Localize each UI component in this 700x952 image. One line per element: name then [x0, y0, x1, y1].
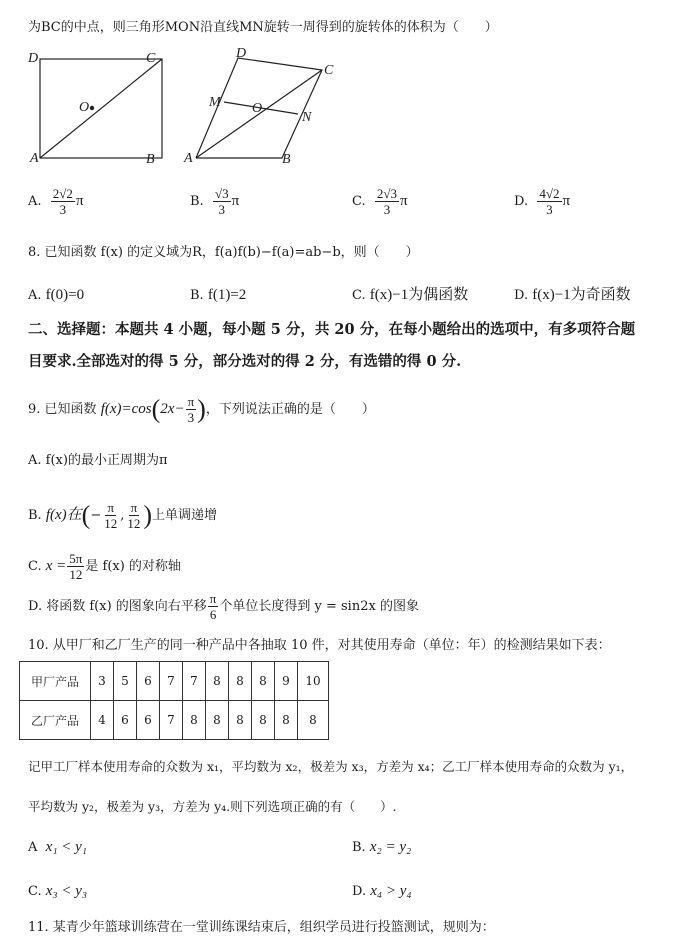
fig2-label-a: A [184, 151, 193, 166]
table-row [20, 662, 329, 701]
q8-stem: 8. 已知函数 f(x) 的定义域为R，f(a)f(b)−f(a)=ab−b，则（ ） [28, 245, 419, 260]
q7-option-d[interactable]: D. $\frac{4√2}{3}$ π [514, 186, 571, 217]
table-cell: 8 [252, 662, 275, 701]
q8-option-a[interactable]: A. f(0)=0 [28, 287, 85, 303]
fig1-label-o: O [79, 100, 90, 115]
q8-option-d[interactable]: D. f(x)−1为奇函数 [514, 287, 631, 303]
table-cell: 6 [137, 662, 160, 701]
figure-folded [178, 44, 348, 172]
q7-stem-line: 为BC的中点，则三角形MON沿直线MN旋转一周得到的旋转体的体积为（ ） [28, 20, 498, 35]
fig2-label-c: C [324, 63, 334, 78]
table-cell: 4 [91, 701, 114, 740]
table-cell: 6 [114, 701, 137, 740]
table-cell: 9 [275, 662, 298, 701]
table-cell: 8 [229, 662, 252, 701]
fig2-label-b: B [282, 152, 291, 167]
q10-data-table [19, 661, 329, 740]
q8-option-b[interactable]: B. f(1)=2 [190, 287, 247, 303]
table-cell: 8 [206, 701, 229, 740]
table-cell: 8 [252, 701, 275, 740]
table-cell: 7 [160, 662, 183, 701]
q7-option-a[interactable]: A. $\frac{2√2}{3}$ π [28, 186, 84, 217]
fig2-label-n: N [302, 110, 312, 125]
q9-option-d[interactable]: D. 将函数 f(x) 的图象向右平移 $\frac{\pi}{6}$ 个单位长度得到 y = sin2x 的图象 [28, 591, 419, 622]
table-cell: 10 [298, 662, 329, 701]
q9-stem: 9. 已知函数 f(x)=cos(2x− $\frac{\pi}{3}$ )，下列说法正确的是（ ） [28, 394, 375, 425]
q8-option-c[interactable]: C. f(x)−1为偶函数 [352, 287, 469, 303]
fig2-label-d: D [236, 46, 247, 61]
fig1-label-a: A [30, 151, 39, 166]
table-cell: 8 [206, 662, 229, 701]
figure-square [20, 48, 170, 168]
q10-option-c[interactable]: C. x₃ < y₃ [28, 883, 88, 899]
fig1-label-d: D [28, 51, 39, 66]
fig2-label-o: O [252, 101, 263, 116]
q10-stem: 10. 从甲厂和乙厂生产的同一种产品中各抽取 10 件，对其使用寿命（单位：年）的检测结果如下表： [28, 638, 611, 653]
q9-option-b[interactable]: B. f(x)在(− $\frac{\pi}{12}$ , $\frac{\pi}{12}$ )上单调递增 [28, 500, 218, 531]
fig1-label-b: B [146, 152, 155, 167]
section2-line2: 目要求.全部选对的得 5 分，部分选对的得 2 分，有选错的得 0 分. [28, 353, 462, 370]
table-cell: 8 [275, 701, 298, 740]
q10-option-a[interactable]: A x₁ < y₁ [28, 839, 88, 855]
q11-stem: 11. 某青少年篮球训练营在一堂训练课结束后，组织学员进行投篮测试，规则为： [28, 920, 495, 935]
table-cell: 7 [183, 662, 206, 701]
fig2-label-m: M [209, 95, 221, 110]
section2-line1: 二、选择题：本题共 4 小题，每小题 5 分，共 20 分，在每小题给出的选项中，有多项符合题 [28, 321, 636, 338]
table-row-label: 甲厂产品 [20, 662, 91, 701]
table-cell: 8 [183, 701, 206, 740]
table-row-label: 乙厂产品 [20, 701, 91, 740]
q9-option-c[interactable]: C. x = $\frac{5\pi}{12}$ 是 f(x) 的对称轴 [28, 551, 181, 582]
q7-option-b[interactable]: B. $\frac{√3}{3}$ π [190, 186, 240, 217]
table-cell: 6 [137, 701, 160, 740]
table-cell: 3 [91, 662, 114, 701]
q9-option-a[interactable]: A. f(x)的最小正周期为π [28, 453, 168, 468]
q10-desc-line1: 记甲工厂样本使用寿命的众数为 x₁，平均数为 x₂，极差为 x₃，方差为 x₄；乙工厂样本使用寿命的众数为 y₁， [28, 759, 634, 774]
table-row [20, 701, 329, 740]
q7-option-c[interactable]: C. $\frac{2√3}{3}$ π [352, 186, 408, 217]
table-cell: 8 [229, 701, 252, 740]
q10-option-d[interactable]: D. x₄ > y₄ [352, 883, 412, 899]
fig1-label-c: C [146, 51, 156, 66]
table-cell: 7 [160, 701, 183, 740]
q10-desc-line2: 平均数为 y₂，极差为 y₃，方差为 y₄.则下列选项正确的有（ ）. [28, 799, 397, 814]
table-cell: 8 [298, 701, 329, 740]
q10-option-b[interactable]: B. x₂ = y₂ [352, 839, 412, 855]
table-cell: 5 [114, 662, 137, 701]
